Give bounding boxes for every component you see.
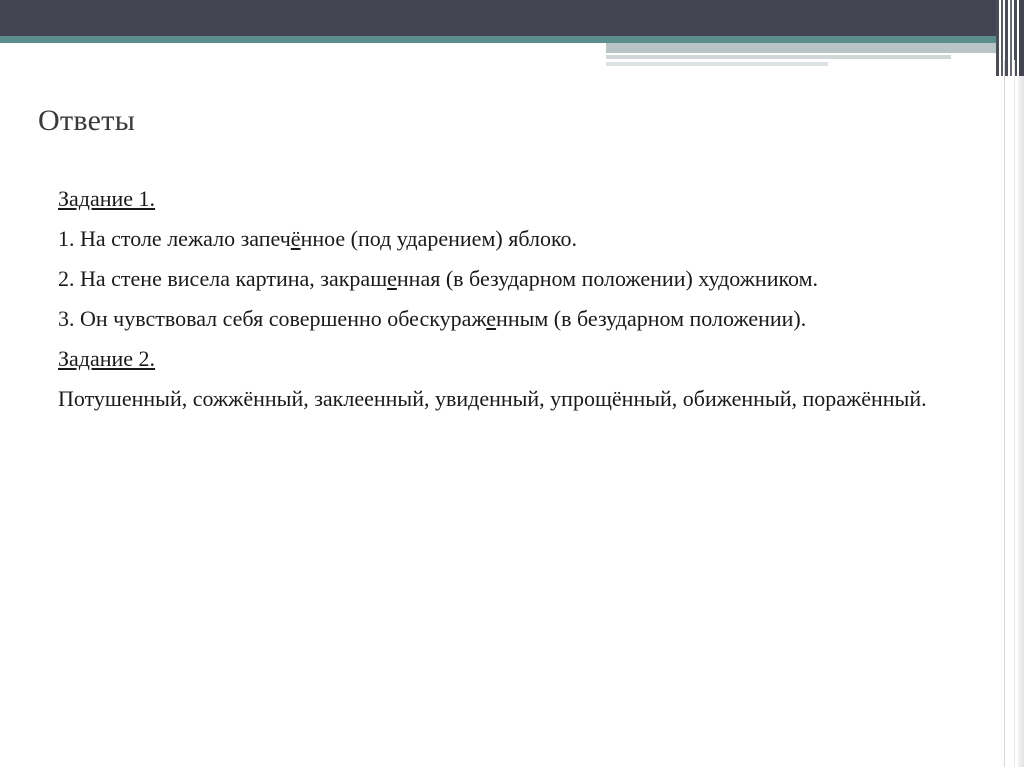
marked-letter: е [486, 306, 497, 331]
header-grey-bar [606, 43, 1024, 53]
task1-item-1: 1. На столе лежало запечённое (под ударением) яблоко. [58, 226, 578, 251]
header-dark-band [0, 0, 1024, 36]
marked-letter: е [387, 266, 397, 291]
header-grey-line [606, 55, 951, 59]
header-teal-band [0, 36, 1024, 43]
task1-heading: Задание 1. [58, 186, 156, 211]
task2-heading: Задание 2. [58, 346, 156, 371]
header-grey-line-short [606, 62, 828, 66]
task1-item-2: 2. На стене висела картина, закрашенная (в безударном положении) художником. [58, 266, 819, 291]
right-edge-shade [1018, 76, 1024, 767]
marked-letter: ё [290, 226, 301, 251]
task1-item-3: 3. Он чувствовал себя совершенно обескураженным (в безударном положении). [58, 306, 807, 331]
slide-title: Ответы [38, 104, 136, 137]
right-edge-rule [1014, 60, 1015, 767]
task2-text: Потушенный, сожжённый, заклеенный, увиденный, упрощённый, обиженный, поражённый. [58, 386, 927, 411]
right-edge-rule [1004, 60, 1005, 767]
header-stripes-decoration [996, 0, 1024, 76]
slide-content [58, 184, 958, 424]
